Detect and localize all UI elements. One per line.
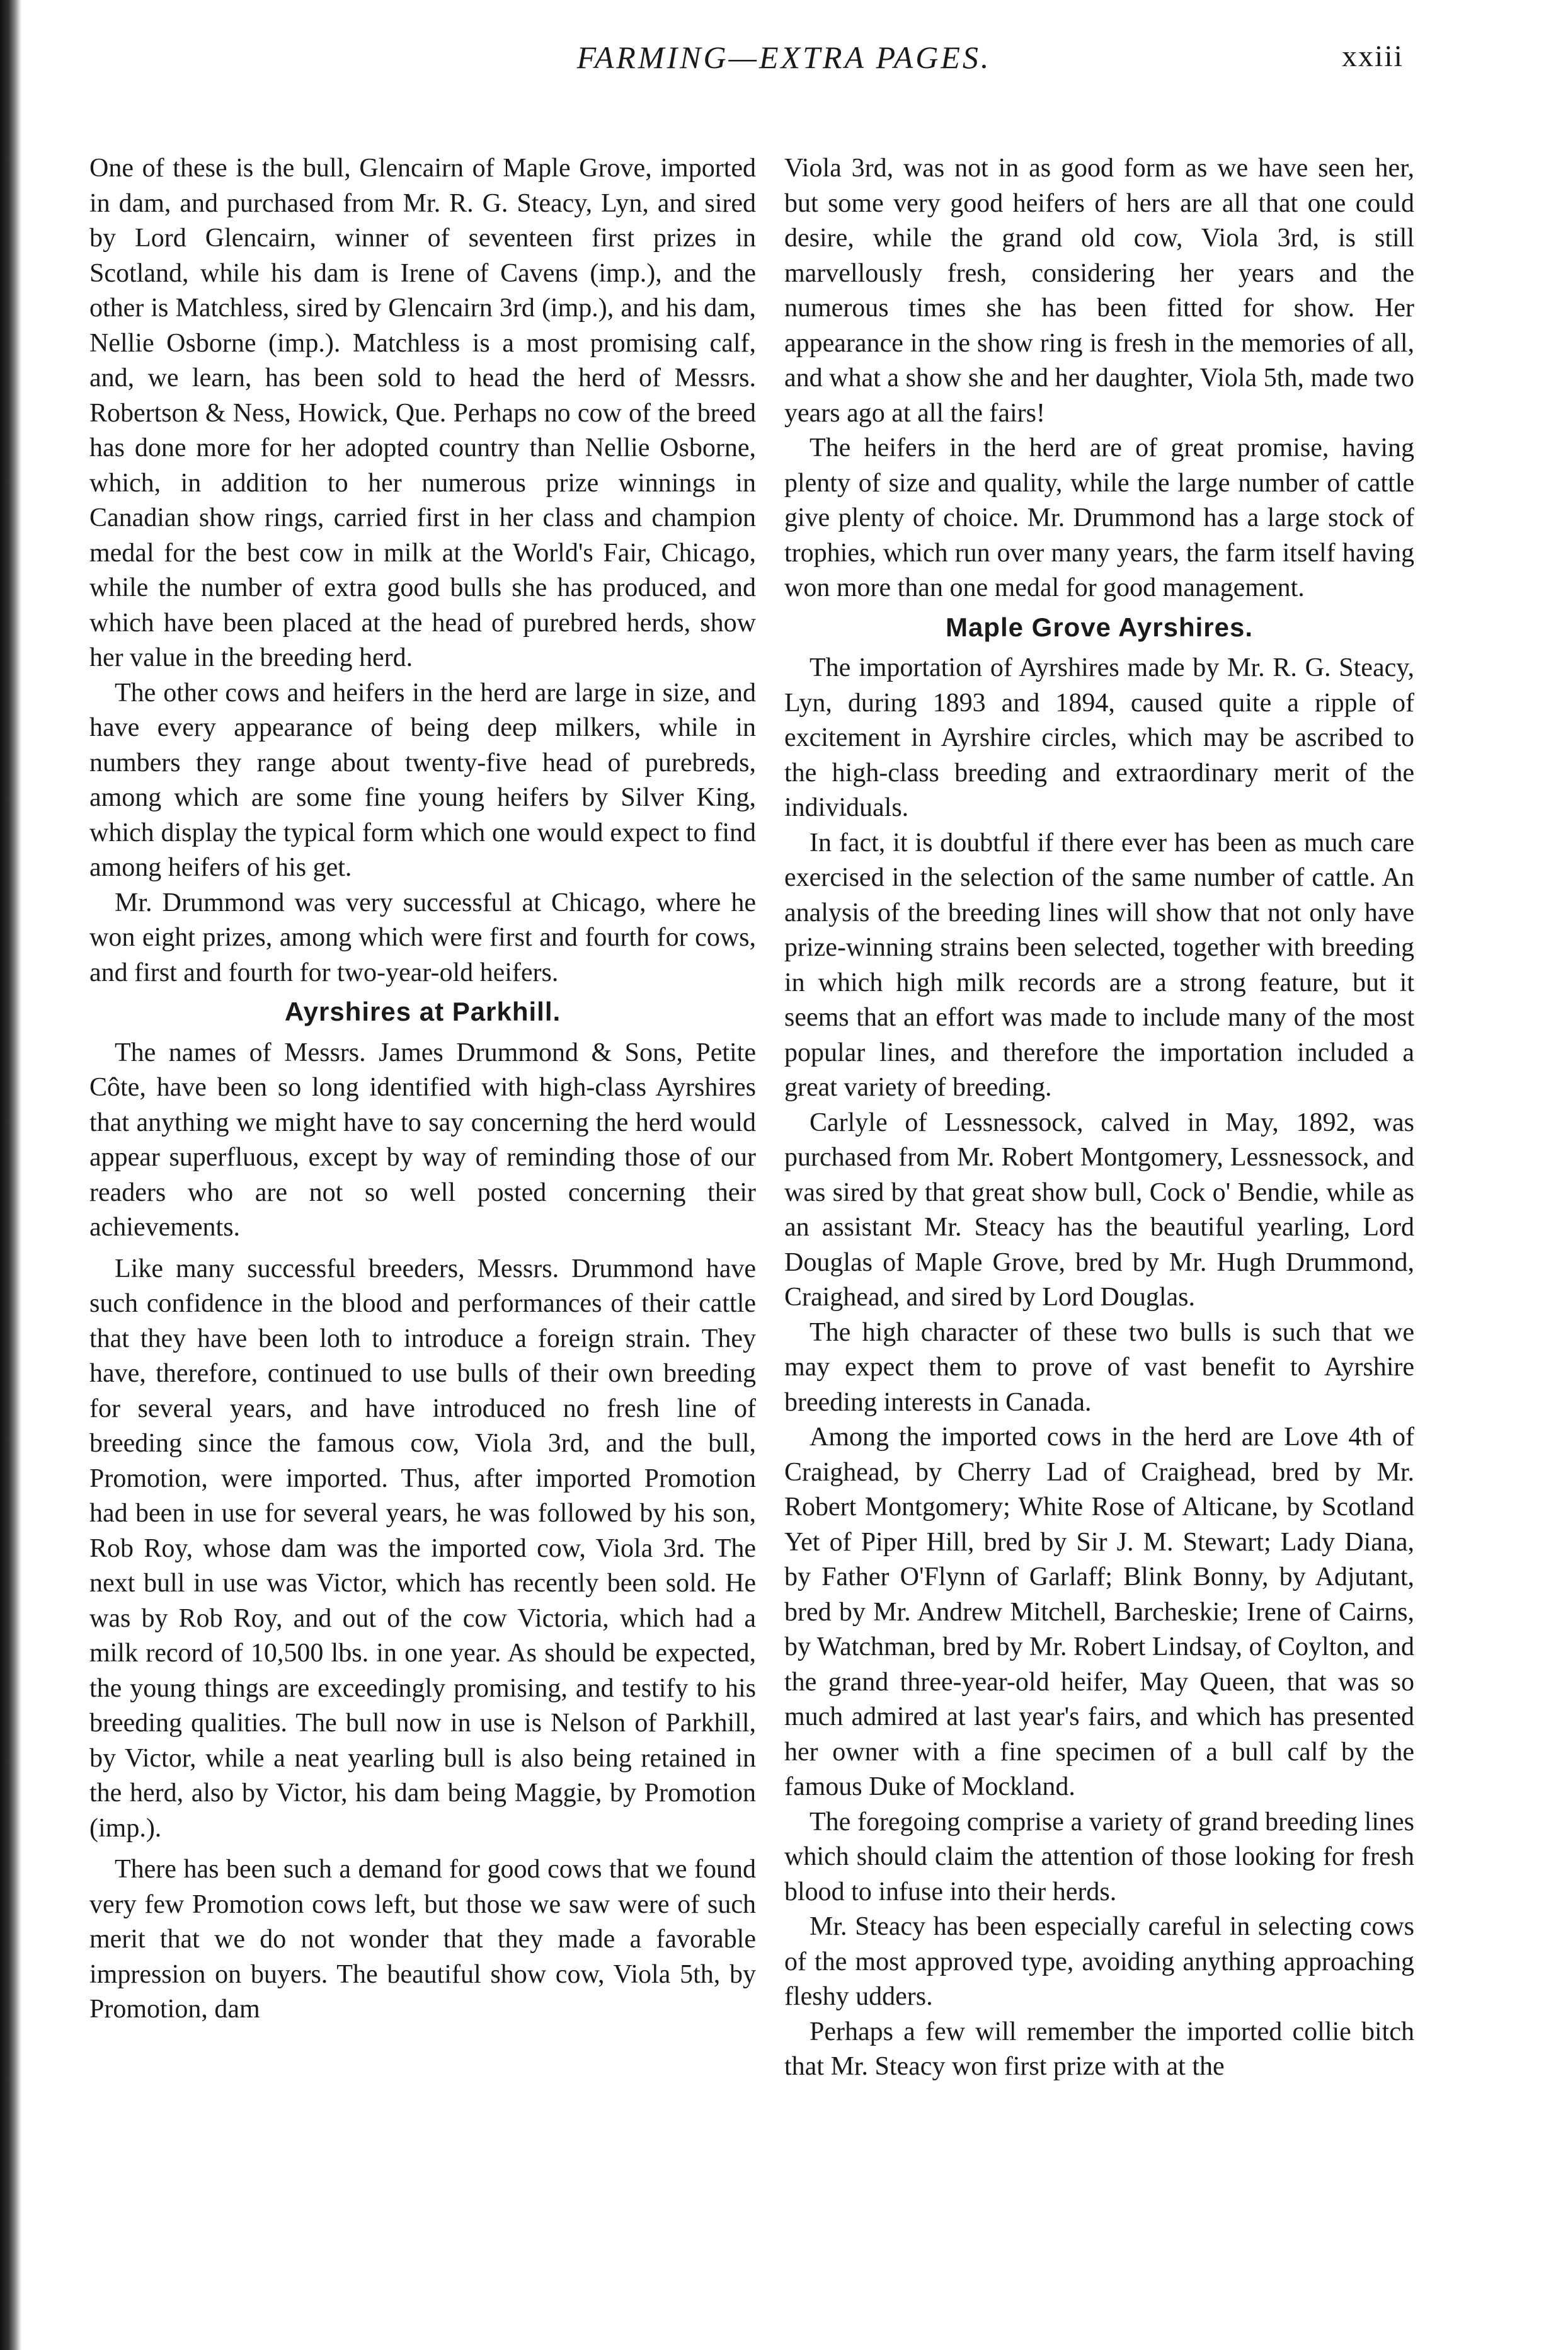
paragraph: The other cows and heifers in the herd are large in size, and have every appearance of being deep milkers, while in numbers they range about twenty-five head of purebreds, among which are some fine young heifers by Silver King, which display the typical form which one would expect to find among heifers of his get. <box>89 678 756 882</box>
section-heading-maple-grove: Maple Grove Ayrshires. <box>945 612 1254 642</box>
running-header: FARMING—EXTRA PAGES. <box>576 40 992 75</box>
paragraph: Carlyle of Lessnessock, calved in May, 1892, was purchased from Mr. Robert Montgomery, Lessnessock, and was sired by that great show bull, Cock o' Bendie, while as an assistant Mr. Steacy has the beautiful yearling, Lord Douglas of Maple Grove, bred by Mr. Hugh Drummond, Craighead, and sired by Lord Douglas. <box>784 1108 1414 1312</box>
paragraph: One of these is the bull, Glencairn of Maple Grove, imported in dam, and purchased from Mr. R. G. Steacy, Lyn, and sired by Lord Glencairn, winner of seventeen first prizes in Scotland, while his dam is Irene of Cavens (imp.), and the other is Matchless, sired by Glencairn 3rd (imp.), and his dam, Nellie Osborne (imp.). Matchless is a most promising calf, and, we learn, has been sold to head the herd of Messrs. Robertson & Ness, Howick, Que. Perhaps no cow of the breed has done more for her adopted country than Nellie Osborne, which, in addition to her numerous prize winnings in Canadian show rings, carried first in her class and champion medal for the best cow in milk at the World's Fair, Chicago, while the number of extra good bulls she has produced, and which have been placed at the head of purebred herds, show her value in the breeding herd. <box>89 154 756 672</box>
paragraph: Mr. Steacy has been especially careful in selecting cows of the most approved type, avoiding anything approaching fleshy udders. <box>784 1912 1414 2011</box>
paragraph: There has been such a demand for good cows that we found very few Promotion cows left, but those we saw were of such merit that we do not wonder that they made a favorable impression on buyers. The beautiful show cow, Viola 5th, by Promotion, dam <box>89 1855 756 2024</box>
paragraph: Among the imported cows in the herd are Love 4th of Craighead, by Cherry Lad of Craighead, bred by Mr. Robert Montgomery; White Rose of Alticane, by Scotland Yet of Piper Hill, bred by Sir J. M. Stewart; Lady Diana, by Father O'Flynn of Garlaff; Blink Bonny, by Adjutant, bred by Mr. Andrew Mitchell, Barcheskie; Irene of Cairns, by Watchman, bred by Mr. Robert Lindsay, of Coylton, and the grand three-year-old heifer, May Queen, that was so much admired at last year's fairs, and which has presented her owner with a fine specimen of a bull calf by the famous Duke of Mockland. <box>784 1423 1414 1801</box>
paragraph: Mr. Drummond was very successful at Chicago, where he won eight prizes, among which were first and fourth for cows, and first and fourth for two-year-old heifers. <box>89 888 756 987</box>
paragraph: In fact, it is doubtful if there ever has been as much care exercised in the selection of the same number of cattle. An analysis of the breeding lines will show that not only have prize-winning strains been selected, together with breeding in which high milk records are a strong feature, but it seems that an effort was made to include many of the most popular lines, and therefore the importation included a great variety of breeding. <box>784 828 1414 1102</box>
right-column <box>784 151 1414 2085</box>
paragraph: The high character of these two bulls is such that we may expect them to prove of vast benefit to Ayrshire breeding interests in Canada. <box>784 1317 1414 1417</box>
paragraph: The heifers in the herd are of great promise, having plenty of size and quality, while the large number of cattle give plenty of choice. Mr. Drummond has a large stock of trophies, which run over many years, the farm itself having won more than one medal for good management. <box>784 433 1414 602</box>
paragraph: Viola 3rd, was not in as good form as we have seen her, but some very good heifers of hers are all that one could desire, while the grand old cow, Viola 3rd, is still marvellously fresh, considering her years and the numerous times she has been fitted for show. Her appearance in the show ring is fresh in the memories of all, and what a show she and her daughter, Viola 5th, made two years ago at all the fairs! <box>784 154 1414 428</box>
page-number: xxiii <box>1342 40 1404 73</box>
paragraph: Perhaps a few will remember the imported collie bitch that Mr. Steacy won first prize with at the <box>784 2017 1414 2081</box>
paragraph: The names of Messrs. James Drummond & Sons, Petite Côte, have been so long identified with high-class Ayrshires that anything we might have to say concerning the herd would appear superfluous, except by way of reminding those of our readers who are not so well posted concerning their achievements. <box>89 1038 756 1242</box>
scan-edge-border <box>0 0 21 2350</box>
left-column <box>89 151 756 2027</box>
paragraph: The foregoing comprise a variety of grand breeding lines which should claim the attention of those looking for fresh blood to infuse into their herds. <box>784 1807 1414 1906</box>
section-heading-parkhill: Ayrshires at Parkhill. <box>284 997 561 1026</box>
paragraph: The importation of Ayrshires made by Mr. R. G. Steacy, Lyn, during 1893 and 1894, caused quite a ripple of excitement in Ayrshire circles, which may be ascribed to the high-class breeding and extraordinary merit of the individuals. <box>784 653 1414 822</box>
paragraph: Like many successful breeders, Messrs. Drummond have such confidence in the blood and performances of their cattle that they have been loth to introduce a foreign strain. They have, therefore, continued to use bulls of their own breeding for several years, and have introduced no fresh line of breeding since the famous cow, Viola 3rd, and the bull, Promotion, were imported. Thus, after imported Promotion had been in use for several years, he was followed by his son, Rob Roy, whose dam was the imported cow, Viola 3rd. The next bull in use was Victor, which has recently been sold. He was by Rob Roy, and out of the cow Victoria, which had a milk record of 10,500 lbs. in one year. As should be expected, the young things are exceedingly promising, and testify to his breeding qualities. The bull now in use is Nelson of Parkhill, by Victor, while a neat yearling bull is also being retained in the herd, also by Victor, his dam being Maggie, by Promotion (imp.). <box>89 1254 756 1843</box>
